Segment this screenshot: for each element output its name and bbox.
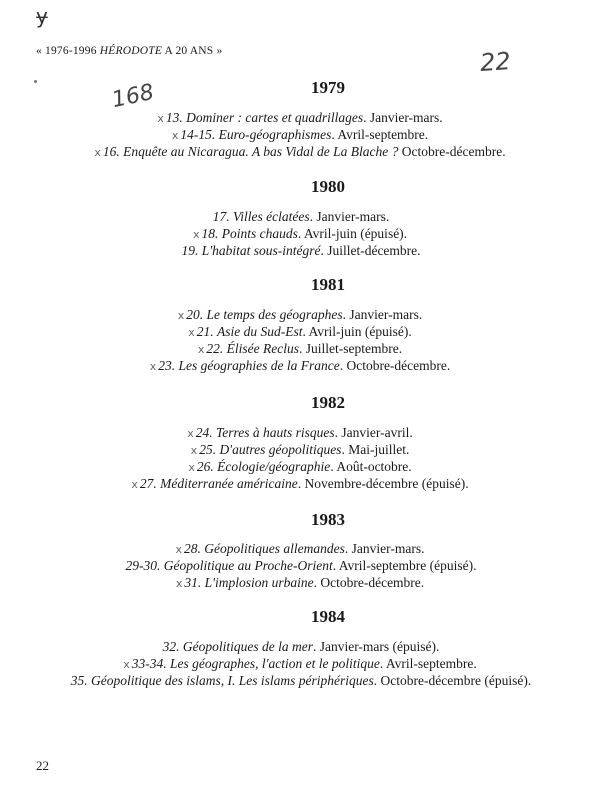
issue-number: 25. [199, 442, 217, 457]
issue-number: 27. [139, 476, 157, 491]
issue-entry [0, 476, 600, 493]
issue-entry [0, 358, 600, 375]
check-mark: x [157, 112, 164, 125]
issue-period: . Janvier-mars (épuisé). [312, 639, 440, 654]
issue-entry [0, 459, 600, 476]
check-mark: x [175, 543, 183, 556]
issue-period: . Janvier-mars. [344, 541, 425, 556]
issue-period: . Octobre-décembre (épuisé). [373, 673, 532, 688]
running-head-close-quote: » [216, 45, 223, 57]
issue-entry [0, 639, 600, 656]
issue-number: 31. [184, 575, 202, 590]
year-heading: 1983 [311, 510, 345, 529]
issue-title: Euro-géographismes [218, 127, 332, 142]
issue-number: 32. [162, 639, 180, 654]
year-heading: 1984 [311, 607, 345, 626]
year-heading: 1980 [311, 177, 345, 196]
running-head-open-quote: « [36, 45, 42, 57]
check-mark: x [190, 444, 198, 457]
issue-number: 24. [195, 425, 213, 440]
issue-period: . Avril-juin (épuisé). [302, 324, 412, 339]
issue-entry [0, 243, 600, 260]
running-head [36, 45, 222, 57]
issue-period: . Janvier-mars. [309, 209, 390, 224]
issue-title: Le temps des géographes [206, 307, 343, 322]
issue-entry [0, 541, 600, 558]
issue-period: . Juillet-décembre. [320, 243, 421, 258]
issue-number: 29-30. [125, 558, 161, 573]
issue-period: . Octobre-décembre. [313, 575, 425, 590]
issue-number: 14-15. [180, 127, 216, 142]
issue-entry [0, 324, 600, 341]
issue-entry [0, 144, 600, 161]
check-mark: x [177, 309, 185, 322]
check-mark: x [131, 478, 138, 491]
check-mark: x [197, 343, 205, 356]
issue-entry [0, 341, 600, 358]
issue-title: Les géographes, l'action et le politique [170, 656, 380, 671]
issue-title: Géopolitique des islams, I. Les islams périphériques [91, 673, 374, 688]
year-heading: 1982 [311, 393, 345, 412]
issue-period: . Janvier-mars. [342, 307, 423, 322]
issue-title: L'habitat sous-intégré [201, 243, 321, 258]
issue-period: Octobre-décembre. [398, 144, 506, 159]
check-mark: x [175, 577, 183, 590]
issue-entry [0, 656, 600, 673]
issue-period: . Mai-juillet. [341, 442, 410, 457]
issue-period: . Avril-juin (épuisé). [297, 226, 408, 241]
handwritten-number-left: 168 [109, 79, 157, 114]
running-head-journal: HÉRODOTE [99, 45, 163, 57]
issue-entry [0, 425, 600, 442]
issue-number: 17. [212, 209, 230, 224]
running-head-years: 1976-1996 [45, 45, 97, 57]
issue-entry [0, 110, 600, 127]
issue-number: 16. [102, 144, 120, 159]
issue-number: 18. [201, 226, 219, 241]
issue-title: D'autres géopolitiques [219, 442, 342, 457]
page-number: 22 [36, 758, 49, 773]
check-mark: x [123, 658, 130, 671]
issue-title: Les géographies de la France [178, 358, 340, 373]
issue-title: Terres à hauts risques [216, 425, 335, 440]
check-mark: x [94, 146, 101, 159]
issue-entry [0, 673, 600, 690]
corner-handwritten-mark: ɏ [36, 4, 48, 28]
check-mark: x [187, 427, 194, 440]
issue-period: . Janvier-avril. [334, 425, 413, 440]
issue-number: 23. [158, 358, 176, 373]
issue-period: . Janvier-mars. [363, 110, 443, 125]
issue-entry [0, 575, 600, 592]
issue-title: Géopolitique au Proche-Orient [163, 558, 333, 573]
issue-period: . Octobre-décembre. [339, 358, 451, 373]
issue-title: Géopolitiques allemandes [204, 541, 345, 556]
issue-title: Méditerranée américaine [160, 476, 298, 491]
issue-number: 28. [184, 541, 201, 556]
issue-title: Écologie/géographie [217, 459, 331, 474]
check-mark: x [188, 326, 195, 339]
issue-title: Enquête au Nicaragua. A bas Vidal de La Blache ? [123, 144, 399, 159]
running-head-tail: A 20 ANS [164, 45, 214, 57]
issue-period: . Juillet-septembre. [299, 341, 403, 356]
issue-period: . Novembre-décembre (épuisé). [297, 476, 469, 491]
issue-number: 20. [186, 307, 204, 322]
issue-number: 33-34. [131, 656, 167, 671]
issue-entry [0, 307, 600, 324]
issue-number: 13. [165, 110, 183, 125]
issue-number: 19. [181, 243, 199, 258]
year-heading: 1981 [311, 275, 345, 294]
handwritten-number-right: 22 [479, 46, 512, 78]
issue-period: . Août-octobre. [330, 459, 412, 474]
check-mark: x [192, 228, 200, 241]
check-mark: x [171, 129, 179, 142]
issue-period: . Avril-septembre. [379, 656, 477, 671]
issue-title: Géopolitiques de la mer [182, 639, 313, 654]
issue-title: L'implosion urbaine [204, 575, 314, 590]
issue-entry [0, 209, 600, 226]
issue-entry [0, 558, 600, 575]
issue-entry [0, 127, 600, 144]
issue-period: . Avril-septembre. [331, 127, 429, 142]
issue-title: Élisée Reclus [226, 341, 299, 356]
issue-title: Villes éclatées [233, 209, 310, 224]
issue-number: 22. [206, 341, 224, 356]
issue-title: Points chauds [221, 226, 298, 241]
issue-number: 26. [196, 459, 214, 474]
year-heading: 1979 [311, 78, 345, 97]
check-mark: x [188, 461, 195, 474]
issue-number: 21. [196, 324, 214, 339]
issue-period: . Avril-septembre (épuisé). [332, 558, 477, 573]
issue-entry [0, 442, 600, 459]
issue-number: 35. [70, 673, 88, 688]
issue-title: Asie du Sud-Est [217, 324, 303, 339]
issue-entry [0, 226, 600, 243]
issue-title: Dominer : cartes et quadrillages [186, 110, 364, 125]
check-mark: x [149, 360, 157, 373]
